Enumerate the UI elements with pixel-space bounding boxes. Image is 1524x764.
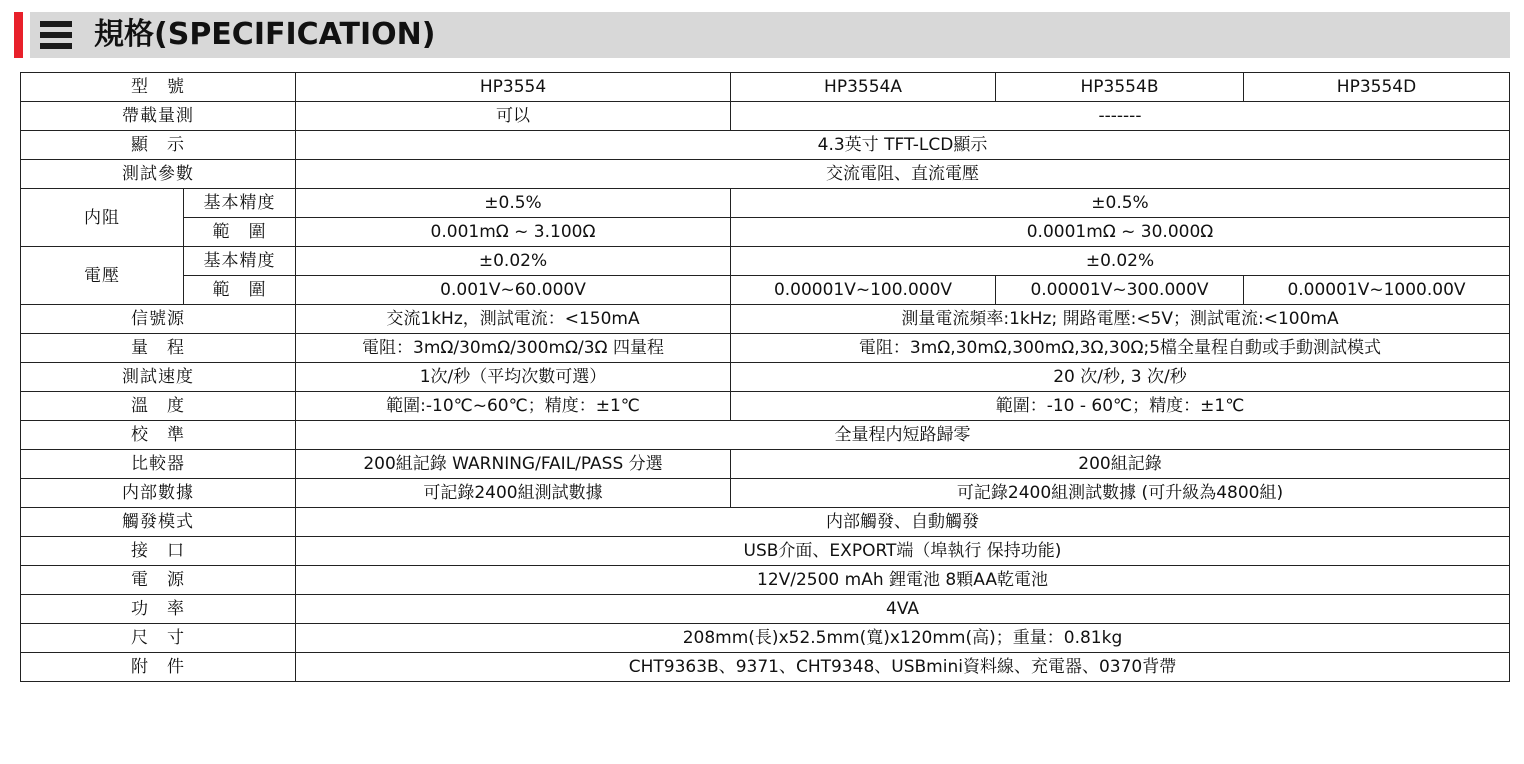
value-cell: 内部觸發、自動觸發 [296,508,1510,537]
value-cell: USB介面、EXPORT端（埠執行 保持功能) [296,537,1510,566]
value-cell: ±0.5% [296,189,731,218]
value-cell: 12V/2500 mAh 鋰電池 8顆AA乾電池 [296,566,1510,595]
table-row [21,392,1510,421]
value-cell: 電阻：3mΩ,30mΩ,300mΩ,3Ω,30Ω;5檔全量程自動或手動測試模式 [731,334,1510,363]
row-label: 比較器 [21,450,296,479]
table-row [21,247,1510,276]
row-label: 尺 寸 [21,624,296,653]
sub-label: 基本精度 [184,247,296,276]
value-cell: ±0.02% [296,247,731,276]
row-label: 顯 示 [21,131,296,160]
value-cell: ±0.02% [731,247,1510,276]
row-label: 量 程 [21,334,296,363]
row-label: 附 件 [21,653,296,682]
value-cell: 4VA [296,595,1510,624]
menu-icon [40,21,72,49]
table-row [21,189,1510,218]
value-cell: 範圍：-10 - 60℃；精度：±1℃ [731,392,1510,421]
row-label: 溫 度 [21,392,296,421]
model-cell: HP3554A [731,73,996,102]
value-cell: 測量電流頻率:1kHz; 開路電壓:<5V；測試電流:<100mA [731,305,1510,334]
table-row [21,421,1510,450]
table-row [21,363,1510,392]
value-cell: 範圍:-10℃~60℃；精度：±1℃ [296,392,731,421]
value-cell: 可記錄2400組測試數據 (可升級為4800組) [731,479,1510,508]
table-row [21,624,1510,653]
value-cell: 交流1kHz，測試電流：<150mA [296,305,731,334]
value-cell: 200組記錄 WARNING/FAIL/PASS 分選 [296,450,731,479]
value-cell: 0.001mΩ ~ 3.100Ω [296,218,731,247]
value-cell: 1次/秒（平均次數可選） [296,363,731,392]
page-title: 規格(SPECIFICATION) [94,17,436,52]
row-group-label: 内阻 [21,189,184,247]
spec-table [20,72,1510,682]
row-label: 觸發模式 [21,508,296,537]
row-label: 内部數據 [21,479,296,508]
value-cell: 20 次/秒, 3 次/秒 [731,363,1510,392]
row-label: 電 源 [21,566,296,595]
value-cell: 0.0001mΩ ~ 30.000Ω [731,218,1510,247]
model-cell: HP3554 [296,73,731,102]
table-row [21,334,1510,363]
table-row [21,276,1510,305]
row-label: 接 口 [21,537,296,566]
row-label: 測試速度 [21,363,296,392]
value-cell: 0.001V~60.000V [296,276,731,305]
table-row [21,508,1510,537]
sub-label: 範 圍 [184,276,296,305]
value-cell: ------- [731,102,1510,131]
table-row [21,131,1510,160]
table-row [21,450,1510,479]
table-row [21,595,1510,624]
value-cell: 0.00001V~300.000V [996,276,1244,305]
table-row [21,102,1510,131]
value-cell: CHT9363B、9371、CHT9348、USBmini資料線、充電器、0370背帶 [296,653,1510,682]
table-row [21,653,1510,682]
row-label: 校 準 [21,421,296,450]
value-cell: 可記錄2400組測試數據 [296,479,731,508]
value-cell: 電阻：3mΩ/30mΩ/300mΩ/3Ω 四量程 [296,334,731,363]
value-cell: 全量程内短路歸零 [296,421,1510,450]
table-row [21,305,1510,334]
value-cell: 208mm(長)x52.5mm(寬)x120mm(高)；重量：0.81kg [296,624,1510,653]
row-label: 型 號 [21,73,296,102]
sub-label: 範 圍 [184,218,296,247]
table-row [21,479,1510,508]
value-cell: 0.00001V~1000.00V [1244,276,1510,305]
row-label: 信號源 [21,305,296,334]
value-cell: 交流電阻、直流電壓 [296,160,1510,189]
model-cell: HP3554B [996,73,1244,102]
section-header [14,12,1510,58]
row-label: 帶載量測 [21,102,296,131]
row-label: 功 率 [21,595,296,624]
sub-label: 基本精度 [184,189,296,218]
accent-bar [14,12,23,58]
model-cell: HP3554D [1244,73,1510,102]
table-row [21,73,1510,102]
row-label: 測試參數 [21,160,296,189]
table-row [21,566,1510,595]
value-cell: 0.00001V~100.000V [731,276,996,305]
table-row [21,160,1510,189]
table-row [21,537,1510,566]
row-group-label: 電壓 [21,247,184,305]
value-cell: 可以 [296,102,731,131]
value-cell: ±0.5% [731,189,1510,218]
table-row [21,218,1510,247]
value-cell: 200組記錄 [731,450,1510,479]
value-cell: 4.3英寸 TFT-LCD顯示 [296,131,1510,160]
